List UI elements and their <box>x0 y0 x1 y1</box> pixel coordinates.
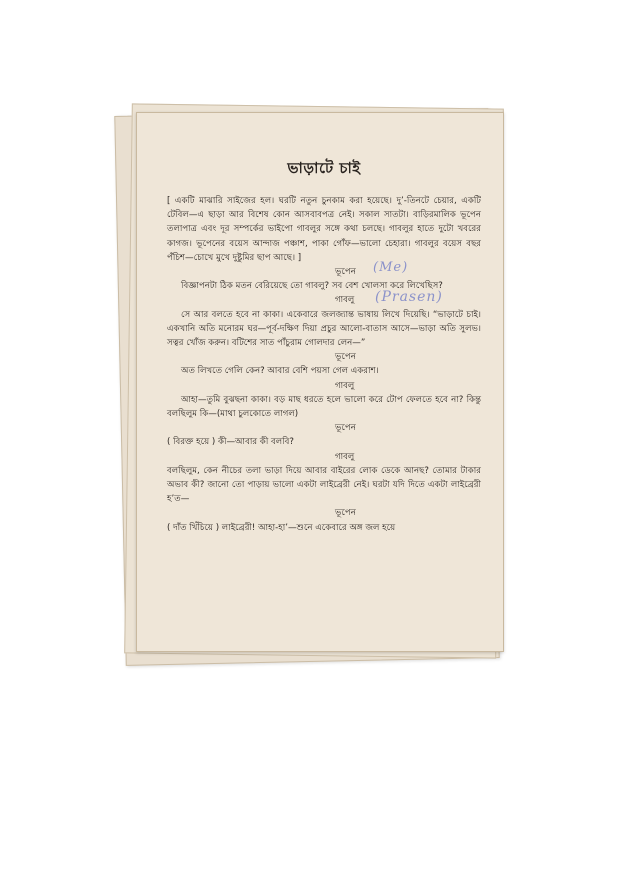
handwritten-note: (Me) <box>373 260 409 276</box>
script-page <box>136 112 504 652</box>
speaker-name <box>167 350 481 364</box>
speaker-name <box>167 421 481 435</box>
dialogue-line: অত লিখতে গেলি কেন? আবার বেশি পয়সা গেল একরাশ। <box>181 366 379 377</box>
speaker-label: ভূপেন <box>335 267 356 278</box>
page-title: ভাড়াটে চাই <box>287 159 361 177</box>
speaker-label: গাবলু <box>335 295 355 306</box>
speaker-name <box>167 450 481 464</box>
speaker-name <box>167 506 481 520</box>
speaker-label: গাবলু <box>335 380 355 391</box>
dialogue-line: ( দাঁত খিঁচিয়ে ) লাইব্রেরী! আহা-হা’—শুনে একেবারে অঙ্গ জল হয়ে <box>167 522 396 533</box>
dialogue-line: আহা—তুমি বুঝছনা কাকা। বড় মাছ ধরতে হলে ভালো করে টোপ ফেলতে হবে না? কিন্তু বলছিলুম কি—(মাথা চুলকোতে লাগল) <box>167 394 481 420</box>
handwritten-note: (Prasen) <box>375 289 443 306</box>
speaker-name <box>167 289 481 307</box>
dialogue-line: বলছিলুম, কেন নীচের তলা ভাড়া দিয়ে আবার বাইরের লোক ডেকে আনছ? তোমার টাকার অভাব কী? জানো তো পাড়ায় ভালো একটা লাইব্রেরী নেই। ঘরটা যদি দিতে একটা লাইব্রেরী হ’ত— <box>167 465 481 505</box>
speaker-label: ভূপেন <box>335 352 356 363</box>
dialogue-line: বিজ্ঞাপনটা ঠিক মতন বেরিয়েছে তো গাবলু? সব বেশ খোলসা করে লিখেছিস? <box>181 281 443 292</box>
dialogue-line: ( বিরক্ত হয়ে ) কী—আবার কী বলবি? <box>167 437 294 448</box>
speaker-name <box>167 260 481 279</box>
stage-direction: [ একটি মাঝারি সাইজের হল। ঘরটি নতুন চুনকাম করা হয়েছে। দু’-তিনটে চেয়ার, একটি টেবিল—এ ছাড়া আর বিশেষ কোন আসবাবপত্র নেই। সকাল সাতটা। বাড়িরমালিক ভূপেন তলাপাত্র এবং দূর সম্পর্কের ভাইপো গাবলুর সঙ্গে কথা চলছে। গাবলুর হাতে দুটো খবরের কাগজ। ভূপেনের বয়েস আন্দাজ পঞ্চাশ, পাকা গোঁফ—ভালো চেহারা। গাবলুর বয়েস বছর পঁচিশ—চোখে মুখে দুষ্টুমির ছাপ আছে। ] <box>167 196 481 263</box>
speaker-label: গাবলু <box>335 451 355 462</box>
speaker-label: ভূপেন <box>335 423 356 434</box>
speaker-label: ভূপেন <box>335 508 356 519</box>
speaker-name <box>167 379 481 393</box>
dialogue-line: সে আর বলতে হবে না কাকা। একেবারে জলজ্যান্ত ভাষায় লিখে দিয়েছি। “ভাড়াটে চাই। একখানি অতি মনোরম ঘর—পূর্ব-দক্ষিণ দিয়া প্রচুর আলো-বাতাস আসে—ভাড়া অতি সুলভ। সত্বর খোঁজ করুন। বটিশের সাত পাঁচুরাম গোলদার লেন—” <box>167 309 481 349</box>
